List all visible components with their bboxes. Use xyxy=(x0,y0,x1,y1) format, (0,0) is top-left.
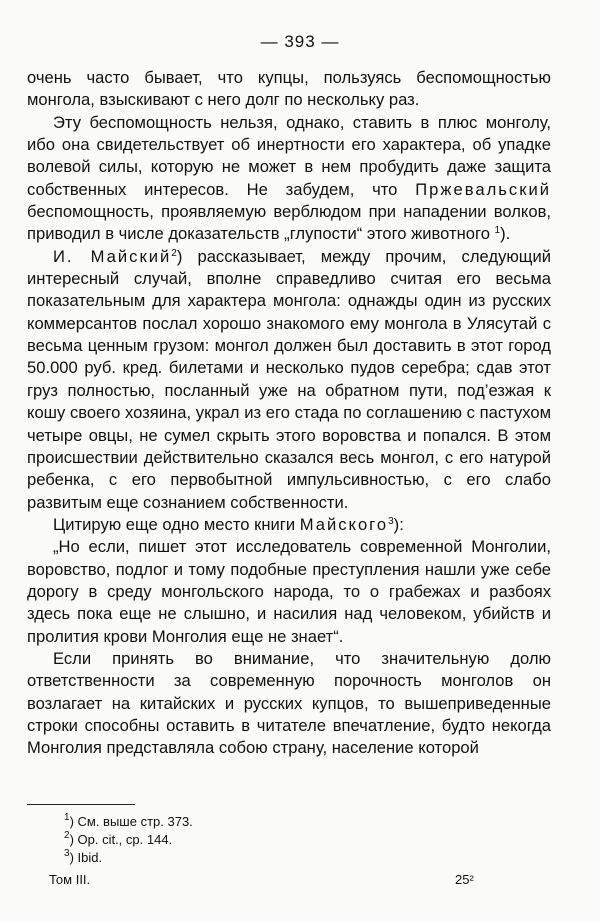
paragraph-text: ). xyxy=(500,224,511,244)
paragraph-text: беспомощность, проявляемую верблюдом при нападении волков, приводил в числе доказательств „глупости“ этого животного xyxy=(27,202,551,244)
footnote-mark: 1 xyxy=(64,812,70,823)
page-number: — 393 — xyxy=(260,32,340,51)
footnote-mark: 2 xyxy=(64,830,70,841)
footnote-ref-2: 2 xyxy=(171,247,177,259)
paragraph-1 xyxy=(27,67,551,112)
paragraph-3 xyxy=(27,246,551,514)
paragraph-text: „Но если, пишет этот исследователь современной Монголии, воровство, подлог и тому подобные преступления нашли уже себе дорогу в среду монгольского народа, то о грабежах и разбоях здесь пока еще не слышно, и насилия над человеком, убийств и пролития крови Монголия еще не знает“. xyxy=(27,537,551,646)
footnote-3 xyxy=(64,849,193,867)
paragraph-2 xyxy=(27,112,551,246)
author-name-maisky: И. Майский xyxy=(53,246,172,266)
footnote-text: ) См. выше стр. 373. xyxy=(69,814,193,829)
paragraph-text: очень часто бывает, что купцы, пользуясь беспомощностью монгола, взыскивают с него долг по нескольку раз. xyxy=(27,68,551,110)
footnote-text: ) Op. cit., ср. 144. xyxy=(69,832,173,847)
footnote-mark: 3 xyxy=(64,848,70,859)
footnote-2 xyxy=(64,831,193,849)
paragraph-text: ): xyxy=(393,514,404,534)
footnote-ref-1: 1 xyxy=(494,225,501,237)
paragraph-text: ) рассказывает, между прочим, следующий интересный случай, вполне справедливо считая его весьма показательным для характера монгола: однажды один из русских коммерсантов послал хорошо знакомого ему монгола в Улясутай с весьма ценным грузом: монгол должен был доставить в этот город 50.000 руб. кред. билетами и несколько пудов серебра; сдав этот груз полностью, посланный уже на обратном пути, под’езжая к кошу своего хозяина, украл из его стада по соглашению с пастухом четыре овцы, не сумел скрыть этого воровства и попался. В этом происшествии действительно сказался весь монгол, с его натурой ребенка, с его первобытной импульсивностью, с его слабо развитым еще сознанием собственности. xyxy=(27,246,552,512)
author-name-maisky-genitive: Майского xyxy=(299,514,389,534)
footnote-text: ) Ibid. xyxy=(69,850,103,865)
paragraph-4 xyxy=(27,514,551,536)
volume-label: Том III. xyxy=(49,872,91,887)
paragraph-text: Если принять во внимание, что значительную долю ответственности за современную порочность монголов он возлагает на китайских и русских купцов, то вышеприведенные строки способны оставить в читателе впечатление, будто некогда Монголия представляла собою страну, население которой xyxy=(27,648,551,758)
author-name-przhevalsky: Пржевальский xyxy=(415,179,551,199)
paragraph-text: Эту беспомощность нельзя, однако, ставить в плюс монголу, ибо она свидетельствует об инертности его характера, об упадке волевой силы, которую не может в нем пробудить даже защита собственных интересов. Не забудем, что xyxy=(27,112,551,199)
printer-signature: 25² xyxy=(455,872,474,887)
footnote-1 xyxy=(64,813,193,831)
footnote-divider xyxy=(27,804,135,805)
footnotes xyxy=(64,813,193,867)
paragraph-5-quotation xyxy=(27,536,551,648)
body-text xyxy=(27,67,551,760)
footnote-ref-3: 3 xyxy=(388,515,394,527)
paragraph-text: Цитирую еще одно место книги xyxy=(53,514,300,534)
paragraph-6 xyxy=(27,648,551,760)
